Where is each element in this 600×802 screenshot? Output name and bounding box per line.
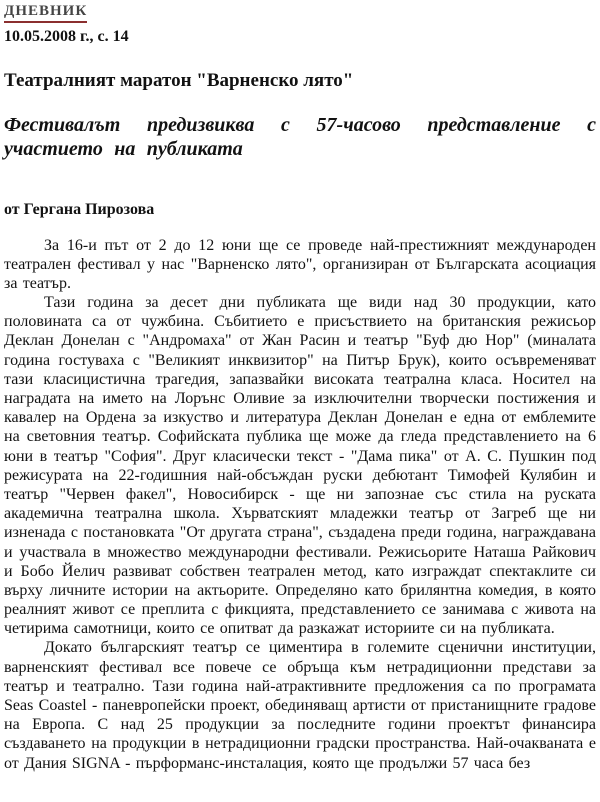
paragraph: Докато българският театър се циментира в големите сценични институции, варненският фестивал все повече се обръща към нетрадиционни представи за театър и театрално. Тази година най-атрактивните предложения са по програмата Seas Coastel - паневропейски проект, обединяващ артисти от пристанищните градове на Европа. С над 25 продукции за последните години проектът финансира създаването на продукции в нетрадиционни градски пространства. Най-очакваната е от Дания SIGNA - пърформанс-инсталация, която ще продължи 57 часа без [4, 639, 596, 772]
masthead-row [4, 2, 596, 23]
byline: от Гергана Пирозова [4, 200, 155, 218]
dateline: 10.05.2008 г., с. 14 [4, 27, 129, 45]
article-subtitle: Фестивалът предизвиква с 57-часово представление с участието на публиката [4, 113, 596, 160]
paragraph: За 16-и път от 2 до 12 юни ще се проведе най-престижният международен театрален фестивал у нас "Варненско лято", организиран от Българската асоциация за театър. [4, 236, 596, 292]
newspaper-masthead: ДНЕВНИК [4, 3, 87, 23]
paragraph: Тази година за десет дни публиката ще види над 30 продукции, като половината са от чужбина. Събитието е присъствието на британския режисьор Деклан Донелан с "Андромаха" от Жан Расин и театър "Буф дю Нор" (миналата година гостуваха с "Великият инквизитор" на Питър Брук), които осъвременяват тази класицистична трагедия, запазвайки високата театрална класа. Носител на наградата на името на Лорънс Оливие за изключителни творчески постижения и кавалер на Ордена за изкуство и литература Деклан Донелан е една от емблемите на световния театър. Софийската публика ще може да гледа представлението на 6 юни в театър "София". Друг класически текст - "Дама пика" от А. С. Пушкин под режисурата на 22-годишния най-обсъждан руски дебютант Тимофей Кулябин и театър "Червен факел", Новосибирск - ще ни запознае със стила на руската академична театрална школа. Хърватският младежки театър от Загреб ще ни изненада с постановката "От другата страна", създадена преди година, награждавана и участвала в множество международни фестивали. Режисьорите Наташа Райкович и Бобо Йелич развиват собствен театрален метод, като изграждат спектаклите си върху личните истории на актьорите. Определяно като брилянтна комедия, в която реалният живот се преплита с фикцията, представлението се занимава с живота на четирима самотници, които се опитват да разкажат историите си на публиката. [4, 294, 596, 638]
article-body [4, 236, 596, 773]
article-title: Театралният маратон "Варненско лято" [4, 70, 354, 92]
